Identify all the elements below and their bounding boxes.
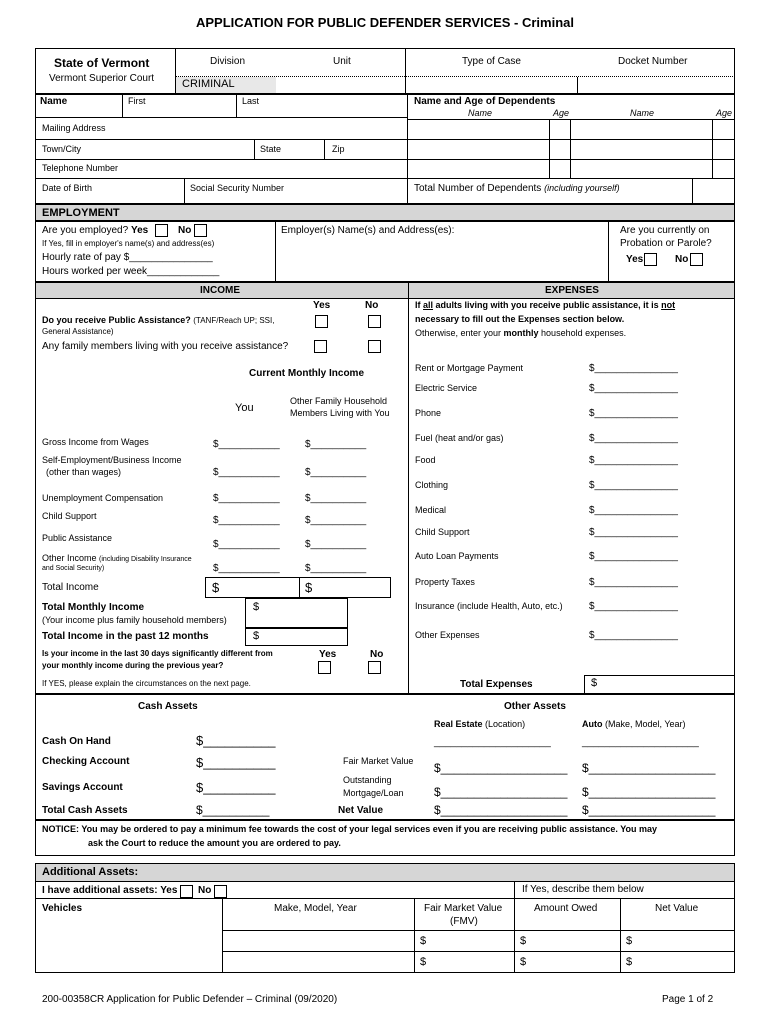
- assistance-yes-checkbox[interactable]: [315, 315, 328, 328]
- income-you-field[interactable]: $___________: [213, 539, 280, 550]
- income-row-label: Public Assistance: [42, 533, 113, 543]
- income-other-field[interactable]: $__________: [305, 493, 367, 504]
- zip-label: Zip: [332, 144, 345, 154]
- dependents-name-col: Name: [468, 108, 493, 118]
- dob-field[interactable]: [100, 180, 182, 202]
- expense-label: Other Expenses: [415, 630, 480, 640]
- auto-header: Auto (Make, Model, Year): [582, 719, 686, 729]
- income-other-field[interactable]: $__________: [305, 467, 367, 478]
- expense-label: Fuel (heat and/or gas): [415, 433, 504, 443]
- probation-no-label: No: [675, 254, 689, 265]
- page-title: APPLICATION FOR PUBLIC DEFENDER SERVICES - Criminal: [195, 15, 574, 30]
- income-you-field[interactable]: $___________: [213, 467, 280, 478]
- probation-yes-label: Yes: [626, 254, 644, 265]
- income-other-field[interactable]: $__________: [305, 515, 367, 526]
- employed-no-checkbox[interactable]: [194, 224, 207, 237]
- real-estate-field[interactable]: _____________________: [434, 737, 551, 748]
- docket-field[interactable]: [579, 77, 734, 93]
- income-other-col-1: Other Family Household: [290, 396, 388, 406]
- amount-owed-header: Amount Owed: [534, 903, 598, 914]
- mailing-label: Mailing Address: [42, 123, 106, 133]
- family-assistance-yes-checkbox[interactable]: [314, 340, 327, 353]
- fmv-label: Fair Market Value: [343, 756, 414, 766]
- dob-label: Date of Birth: [42, 183, 93, 193]
- vehicle-fmv-field[interactable]: $: [420, 956, 427, 968]
- income-you-field[interactable]: $___________: [213, 563, 280, 574]
- dependent-name-field[interactable]: [409, 121, 547, 138]
- income-other-col-2: Members Living with You: [290, 408, 390, 418]
- outstanding-label-1: Outstanding: [343, 775, 392, 785]
- income-row-label: Gross Income from Wages: [42, 437, 149, 447]
- dependent-age-field[interactable]: [714, 121, 733, 138]
- vehicle-make-field[interactable]: [224, 953, 412, 971]
- total-monthly-dollar: $: [253, 601, 260, 613]
- expense-label: Auto Loan Payments: [415, 551, 499, 561]
- docket-label: Docket Number: [618, 56, 688, 67]
- total-12-months-field[interactable]: [245, 628, 348, 646]
- employed-yes-checkbox[interactable]: [155, 224, 168, 237]
- diff-yes-label: Yes: [319, 649, 337, 660]
- savings-label: Savings Account: [42, 782, 123, 793]
- vehicle-fmv-field[interactable]: $: [420, 935, 427, 947]
- fmv-header-1: Fair Market Value: [424, 903, 503, 914]
- auto-field[interactable]: _____________________: [582, 737, 699, 748]
- probation-yes-checkbox[interactable]: [644, 253, 657, 266]
- type-of-case-field[interactable]: [407, 77, 577, 93]
- income-diff-question-2: your monthly income during the previous year?: [42, 661, 224, 670]
- additional-no-label: No: [198, 885, 212, 896]
- auto-fmv-field[interactable]: $___________________: [582, 761, 716, 775]
- dependents-title: Name and Age of Dependents: [414, 96, 556, 107]
- court-label: Vermont Superior Court: [49, 73, 155, 84]
- income-diff-question-1: Is your income in the last 30 days significantly different from: [42, 649, 273, 658]
- expense-label: Child Support: [415, 527, 470, 537]
- checking-label: Checking Account: [42, 756, 130, 767]
- real-estate-header: Real Estate (Location): [434, 719, 526, 729]
- expense-field[interactable]: $_______________: [589, 455, 678, 466]
- last-name-field[interactable]: [238, 106, 403, 116]
- total-monthly-field[interactable]: [245, 598, 348, 628]
- hours-worked-field[interactable]: Hours worked per week_____________: [42, 266, 220, 277]
- probation-no-checkbox[interactable]: [690, 253, 703, 266]
- total-income-other-field[interactable]: [299, 577, 391, 598]
- town-label: Town/City: [42, 144, 82, 154]
- total-12-months-dollar: $: [253, 630, 260, 642]
- income-row-label: Child Support: [42, 511, 97, 521]
- checking-field[interactable]: $__________: [196, 755, 276, 770]
- expenses-note-3: Otherwise, enter your monthly household expenses.: [415, 328, 627, 338]
- outstanding-label-2: Mortgage/Loan: [343, 788, 404, 798]
- expense-field[interactable]: $_______________: [589, 630, 678, 641]
- additional-no-checkbox[interactable]: [214, 885, 227, 898]
- dependents-name-col-2: Name: [630, 108, 655, 118]
- other-assets-title: Other Assets: [504, 701, 566, 712]
- total-12-months-label: Total Income in the past 12 months: [42, 631, 209, 642]
- total-expenses-field[interactable]: [584, 675, 735, 694]
- vehicle-net-field[interactable]: $: [626, 935, 633, 947]
- savings-field[interactable]: $__________: [196, 780, 276, 795]
- first-label: First: [128, 96, 146, 106]
- cash-assets-title: Cash Assets: [138, 701, 198, 712]
- town-field[interactable]: [90, 141, 250, 158]
- total-income-label: Total Income: [42, 582, 99, 593]
- expense-field[interactable]: $_______________: [589, 505, 678, 516]
- fmv-header-2: (FMV): [450, 916, 478, 927]
- expense-field[interactable]: $_______________: [589, 363, 678, 374]
- cash-on-hand-label: Cash On Hand: [42, 736, 111, 747]
- employed-question: Are you employed? Yes: [42, 225, 149, 236]
- expense-field[interactable]: $_______________: [589, 601, 678, 612]
- dependents-age-col: Age: [553, 108, 570, 118]
- expense-field[interactable]: $_______________: [589, 480, 678, 491]
- employed-no-label: No: [178, 225, 192, 236]
- employment-section-title: EMPLOYMENT: [42, 207, 120, 219]
- expense-field[interactable]: $_______________: [589, 527, 678, 538]
- vehicle-owed-field[interactable]: $: [520, 935, 527, 947]
- total-income-you-field[interactable]: [205, 577, 300, 598]
- expenses-note-1: If all adults living with you receive public assistance, it is not: [415, 300, 676, 310]
- last-label: Last: [242, 96, 260, 106]
- expense-field[interactable]: $_______________: [589, 551, 678, 562]
- employer-instruction: If Yes, fill in employer's name(s) and address(es): [42, 239, 215, 248]
- current-monthly-title: Current Monthly Income: [249, 368, 365, 379]
- assistance-no-checkbox[interactable]: [368, 315, 381, 328]
- auto-net-field[interactable]: $___________________: [582, 803, 716, 817]
- income-row-label-2: and Social Security): [42, 565, 105, 572]
- state-field-label: State: [260, 144, 282, 154]
- dependent-age-field[interactable]: [551, 121, 568, 138]
- assistance-note: General Assistance): [42, 327, 114, 336]
- unit-field[interactable]: [278, 77, 403, 93]
- ssn-field[interactable]: [290, 180, 405, 202]
- expenses-section-title: EXPENSES: [545, 285, 599, 296]
- income-you-col: You: [235, 402, 254, 414]
- total-income-you-dollar: $: [212, 580, 220, 595]
- zip-field[interactable]: [350, 141, 405, 158]
- vehicle-make-field[interactable]: [224, 932, 412, 950]
- additional-assets-title: Additional Assets:: [42, 866, 139, 878]
- total-expenses-dollar: $: [591, 677, 598, 689]
- state-label: State of Vermont: [54, 56, 150, 70]
- income-section-title: INCOME: [200, 285, 240, 296]
- division-label: Division: [210, 56, 246, 67]
- notice-line-2: ask the Court to reduce the amount you are ordered to pay.: [88, 838, 341, 848]
- hourly-rate-field[interactable]: Hourly rate of pay $_______________: [42, 252, 213, 263]
- total-income-other-dollar: $: [305, 580, 313, 595]
- diff-no-checkbox[interactable]: [368, 661, 381, 674]
- total-monthly-label: Total Monthly Income: [42, 602, 145, 613]
- phone-label: Telephone Number: [42, 163, 119, 173]
- expense-label: Phone: [415, 408, 442, 418]
- ssn-label: Social Security Number: [190, 183, 285, 193]
- income-you-field[interactable]: $___________: [213, 493, 280, 504]
- probation-question-2: Probation or Parole?: [620, 238, 712, 249]
- employer-names-field[interactable]: [279, 238, 604, 280]
- total-cash-label: Total Cash Assets: [42, 805, 128, 816]
- mailing-address-field[interactable]: [110, 120, 405, 138]
- additional-have-label: I have additional assets: Yes: [42, 885, 178, 896]
- expense-label: Clothing: [415, 480, 449, 490]
- income-row-label-2: (other than wages): [46, 467, 122, 477]
- notice-line-1: NOTICE: You may be ordered to pay a minimum fee towards the cost of your legal services even if you are receiving public assistance. You may: [42, 824, 658, 834]
- state-field[interactable]: [286, 141, 320, 158]
- additional-yes-checkbox[interactable]: [180, 885, 193, 898]
- expense-field[interactable]: $_______________: [589, 408, 678, 419]
- name-label: Name: [40, 96, 68, 107]
- income-row-label: Unemployment Compensation: [42, 493, 164, 503]
- expense-field[interactable]: $_______________: [589, 577, 678, 588]
- income-no-header: No: [365, 300, 379, 311]
- employer-names-label: Employer(s) Name(s) and Address(es):: [281, 225, 455, 236]
- net-value-label: Net Value: [338, 805, 384, 816]
- expense-label: Electric Service: [415, 383, 478, 393]
- income-yes-header: Yes: [313, 300, 331, 311]
- income-you-field[interactable]: $___________: [213, 439, 280, 450]
- dependent-name-field[interactable]: [572, 121, 710, 138]
- income-other-field[interactable]: $__________: [305, 539, 367, 550]
- real-estate-net-field[interactable]: $___________________: [434, 803, 568, 817]
- additional-describe-label: If Yes, describe them below: [522, 884, 644, 895]
- real-estate-mortgage-field[interactable]: $___________________: [434, 785, 568, 799]
- income-other-field[interactable]: $__________: [305, 439, 367, 450]
- page-number: Page 1 of 2: [662, 994, 714, 1005]
- assistance-question: Do you receive Public Assistance? (TANF/Reach UP; SSI,: [42, 315, 275, 325]
- income-you-field[interactable]: $___________: [213, 515, 280, 526]
- expense-label: Property Taxes: [415, 577, 475, 587]
- make-model-header: Make, Model, Year: [274, 903, 357, 914]
- explain-note: If YES, please explain the circumstances on the next page.: [42, 679, 251, 688]
- probation-question-1: Are you currently on: [620, 225, 710, 236]
- expense-label: Insurance (include Health, Auto, etc.): [415, 601, 563, 611]
- type-of-case-label: Type of Case: [462, 56, 521, 67]
- unit-label: Unit: [333, 56, 351, 67]
- expense-label: Rent or Mortgage Payment: [415, 363, 524, 373]
- expense-label: Food: [415, 455, 436, 465]
- total-expenses-label: Total Expenses: [460, 679, 533, 690]
- diff-yes-checkbox[interactable]: [318, 661, 331, 674]
- total-monthly-note: (Your income plus family household members): [42, 615, 227, 625]
- cash-on-hand-field[interactable]: $__________: [196, 733, 276, 748]
- dependents-age-col-2: Age: [716, 108, 733, 118]
- diff-no-label: No: [370, 649, 384, 660]
- division-value: CRIMINAL: [182, 78, 235, 90]
- vehicle-owed-field[interactable]: $: [520, 956, 527, 968]
- income-row-label: Self-Employment/Business Income: [42, 455, 182, 465]
- real-estate-fmv-field[interactable]: $___________________: [434, 761, 568, 775]
- phone-field[interactable]: [125, 161, 405, 177]
- vehicles-label: Vehicles: [42, 903, 83, 914]
- total-cash-field[interactable]: $__________: [196, 803, 270, 817]
- income-row-label: Other Income (including Disability Insurance: [42, 553, 192, 563]
- expense-field[interactable]: $_______________: [589, 383, 678, 394]
- first-name-field[interactable]: [124, 106, 234, 116]
- expenses-note-2: necessary to fill out the Expenses section below.: [415, 314, 625, 324]
- net-value-header: Net Value: [655, 903, 699, 914]
- auto-loan-field[interactable]: $___________________: [582, 785, 716, 799]
- vehicle-net-field[interactable]: $: [626, 956, 633, 968]
- family-assistance-question: Any family members living with you receive assistance?: [42, 341, 289, 352]
- total-dependents-field[interactable]: [694, 180, 734, 202]
- form-id: 200-00358CR Application for Public Defender – Criminal (09/2020): [42, 994, 338, 1005]
- income-other-field[interactable]: $__________: [305, 563, 367, 574]
- expense-label: Medical: [415, 505, 447, 515]
- family-assistance-no-checkbox[interactable]: [368, 340, 381, 353]
- total-dependents-label: Total Number of Dependents (including yourself): [414, 183, 620, 194]
- expense-field[interactable]: $_______________: [589, 433, 678, 444]
